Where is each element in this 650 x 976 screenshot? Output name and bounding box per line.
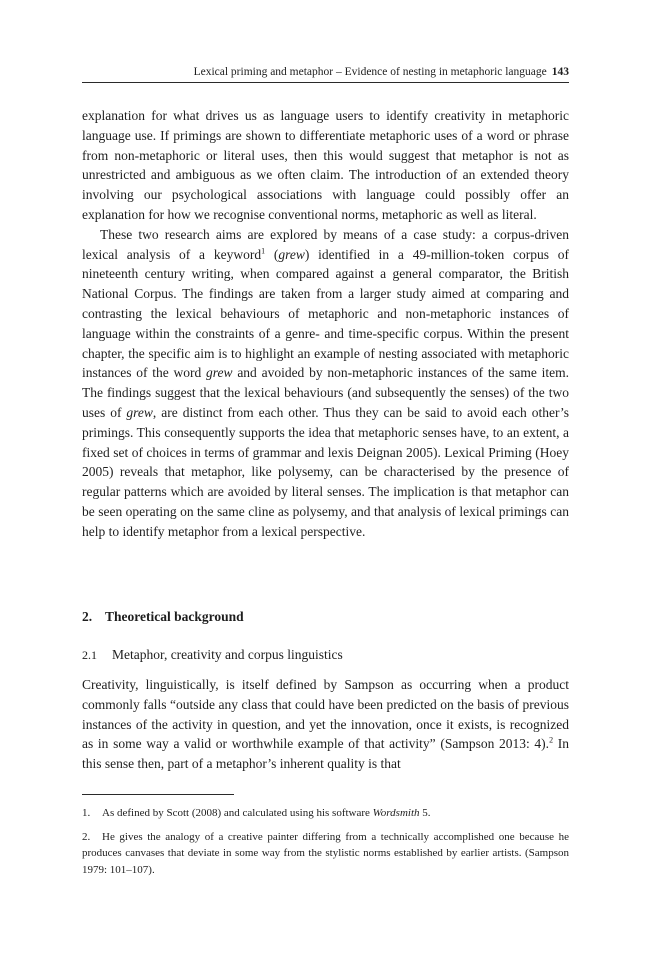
footnote-number: 2. bbox=[82, 830, 91, 843]
paragraph-2-text: and avoided by non-metaphoric instances of the same item. The findings suggest that the lexical behaviours (and subsequently the senses) of the two uses of bbox=[82, 365, 569, 420]
paragraph-2-text: , are distinct from each other. Thus they can be said to avoid each other’s primings. This consequently supports the idea that metaphoric senses have, to an extent, a fixed set of choices in terms of grammar and lexis Deignan 2005). Lexical Priming (Hoey 2005) reveals that metaphor, like polysemy, can be characterised by the presence of regular patterns which are avoided by literal senses. The implication is that metaphor can be seen operating on the same cline as polysemy, and that analysis of lexical primings can help to identify metaphor from a lexical perspective. bbox=[82, 404, 569, 539]
paragraph-3-text: In this sense then, part of a metaphor’s inherent quality is that bbox=[82, 736, 569, 772]
body-text bbox=[82, 106, 569, 542]
footnotes bbox=[82, 805, 569, 885]
running-head bbox=[82, 64, 569, 83]
paragraph-1: explanation for what drives us as language users to identify creativity in metaphoric language use. If primings are shown to differentiate metaphoric uses of a word or phrase from non-metaphoric or literal uses, then this would suggest that metaphor is not as unrestricted and ambiguous as we often claim. The introduction of an extended theory involving our psychological associations with language could possibly offer an explanation for how we recognise conventional norms, metaphoric as well as literal. bbox=[82, 108, 569, 222]
body-text-continued bbox=[82, 675, 569, 774]
running-title: Lexical priming and metaphor – Evidence of nesting in metaphoric language bbox=[193, 66, 547, 78]
footnote-text: He gives the analogy of a creative painter differing from a technically accomplished one because he produces canvases that deviate in some way from the stylistic norms established by earlier artists. (Sampson 1979: 101–107). bbox=[82, 830, 569, 876]
keyword-grew: grew bbox=[126, 404, 153, 420]
footnote-text: As defined by Scott (2008) and calculated using his software bbox=[102, 807, 373, 819]
paragraph-3 bbox=[82, 675, 569, 774]
keyword-grew: grew bbox=[278, 246, 305, 262]
footnote-2 bbox=[82, 829, 569, 879]
subsection-heading bbox=[82, 645, 343, 665]
footnote-number: 1. bbox=[82, 807, 91, 819]
paragraph-3-text: Creativity, linguistically, is itself defined by Sampson as occurring when a product commonly falls “outside any class that could have been predicted on the basis of previous instances of the activity in question, and yet the innovation, once it exists, is recognized as in some way a valid or worthwhile example of that activity” (Sampson 2013: 4). bbox=[82, 677, 569, 752]
footnote-text: 5. bbox=[419, 807, 431, 819]
page-number: 143 bbox=[551, 66, 569, 78]
subsection-number: 2.1 bbox=[82, 648, 97, 662]
paragraph-2-text: ) identified in a 49-million-token corpus of nineteenth century writing, when compared against a general comparator, the British National Corpus. The findings are taken from a larger study aimed at comparing and contrasting the lexical behaviours of metaphoric and non-metaphoric instances of language within the constraints of a genre- and time-specific corpus. Within the present chapter, the specific aim is to highlight an example of nesting associated with metaphoric instances of the word bbox=[82, 246, 569, 381]
footnote-ref-1: 1 bbox=[261, 246, 266, 256]
keyword-grew: grew bbox=[206, 365, 233, 381]
footnote-divider bbox=[82, 794, 234, 795]
paragraph-2-text: These two research aims are explored by means of a case study: a corpus-driven lexical analysis of a keyword bbox=[82, 226, 569, 262]
subsection-title: Metaphor, creativity and corpus linguistics bbox=[112, 647, 343, 662]
section-heading bbox=[82, 607, 244, 627]
paragraph-2-text: ( bbox=[265, 246, 279, 262]
footnote-ref-2: 2 bbox=[549, 735, 554, 745]
software-name: Wordsmith bbox=[372, 807, 420, 819]
section-number: 2. bbox=[82, 609, 93, 624]
footnote-1 bbox=[82, 805, 569, 822]
section-title: Theoretical background bbox=[105, 609, 244, 624]
paragraph-2 bbox=[82, 225, 569, 542]
